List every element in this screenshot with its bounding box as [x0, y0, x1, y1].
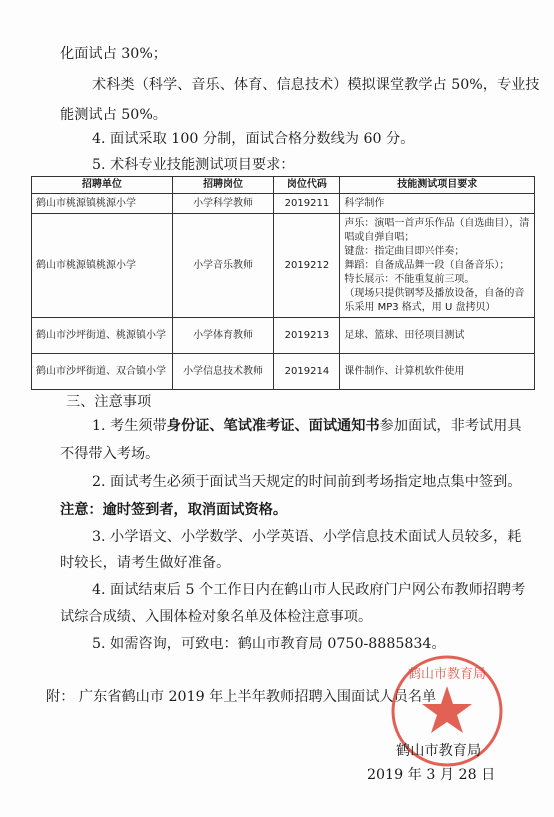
cell-code: 2019214: [274, 354, 340, 390]
requirement-line: 舞蹈：自备成品舞一段（自备音乐）；: [344, 259, 510, 271]
intro-line-3: 能测试占 50%。: [60, 107, 167, 123]
intro-line-1: 化面试占 30%；: [60, 46, 167, 62]
note-1-required-docs: 身份证、笔试准考证、面试通知书: [166, 418, 380, 434]
cell-post: 小学信息技术教师: [172, 354, 274, 390]
header-requirement: 技能测试项目要求: [340, 177, 535, 194]
requirement-line: 课件制作、计算机软件使用: [344, 365, 465, 377]
note-5: 5. 如需咨询，可致电：鹤山市教育局 0750-8885834。: [92, 636, 446, 652]
cell-requirement: [340, 194, 535, 214]
note-1-line-1: [92, 416, 522, 436]
requirement-line: 声乐：演唱一首声乐作品（自选曲目），清唱或自弹自唱；: [344, 217, 530, 243]
cell-code: 2019213: [274, 318, 340, 354]
header-post: 招聘岗位: [172, 177, 274, 194]
signature-org: 鹤山市教育局: [396, 743, 482, 759]
intro-line-5: 5. 术科专业技能测试项目要求：: [92, 157, 295, 173]
cell-requirement: [340, 318, 535, 354]
cell-requirement: [340, 214, 535, 318]
note-1-suffix: 参加面试，非考试用具: [379, 418, 522, 434]
cell-code: 2019211: [274, 194, 340, 214]
svg-text:鹤山市教育局: 鹤山市教育局: [407, 667, 487, 682]
signature-date: 2019 年 3 月 28 日: [367, 767, 496, 783]
cell-code: 2019212: [274, 214, 340, 318]
table-row: [32, 318, 535, 354]
header-code: 岗位代码: [274, 177, 340, 194]
skill-test-table: [31, 176, 535, 390]
table-header-row: [32, 177, 535, 194]
cell-requirement: [340, 354, 535, 390]
intro-line-2: 术科类（科学、音乐、体育、信息技术）模拟课堂教学占 50%，专业技: [92, 77, 540, 93]
seal-star-icon: [422, 686, 472, 733]
table-row: [32, 354, 535, 390]
note-2-warning: 注意：逾时签到者，取消面试资格。: [60, 502, 288, 518]
header-unit: 招聘单位: [32, 177, 173, 194]
cell-post: 小学科学教师: [172, 194, 274, 214]
requirement-line: 足球、篮球、田径项目测试: [344, 329, 465, 341]
cell-unit: 鹤山市沙坪街道、桃源镇小学: [32, 318, 173, 354]
cell-post: 小学音乐教师: [172, 214, 274, 318]
notes-heading: 三、注意事项: [66, 394, 152, 410]
table-row: [32, 214, 535, 318]
note-3-line-1: 3. 小学语文、小学数学、小学英语、小学信息技术面试人员较多，耗: [92, 529, 522, 545]
note-1-line-2: 不得带入考场。: [60, 446, 160, 462]
note-4-line-1: 4. 面试结束后 5 个工作日内在鹤山市人民政府门户网公布教师招聘考: [92, 582, 526, 598]
cell-post: 小学体育教师: [172, 318, 274, 354]
note-1-prefix: 1. 考生须带: [92, 418, 167, 434]
note-3-line-2: 时较长，请考生做好准备。: [60, 555, 231, 571]
note-4-line-2: 试综合成绩、入围体检对象名单及体检注意事项。: [60, 609, 373, 625]
requirement-line: 键盘：指定曲目即兴伴奏；: [344, 245, 465, 257]
requirement-line: （现场只提供钢琴及播放设备，自备的音乐采用 MP3 格式，用 U 盘拷贝）: [344, 287, 525, 313]
note-2: 2. 面试考生必须于面试当天规定的时间前到考场指定地点集中签到。: [92, 474, 522, 490]
attachment-line: 附： 广东省鹤山市 2019 年上半年教师招聘入围面试人员名单: [46, 689, 437, 705]
cell-unit: 鹤山市桃源镇桃源小学: [32, 214, 173, 318]
cell-unit: 鹤山市桃源镇桃源小学: [32, 194, 173, 214]
requirement-line: 特长展示：不能重复前三项。: [344, 273, 475, 285]
requirement-line: 科学制作: [344, 197, 385, 209]
intro-line-4: 4. 面试采取 100 分制，面试合格分数线为 60 分。: [92, 131, 415, 147]
cell-unit: 鹤山市沙坪街道、双合镇小学: [32, 354, 173, 390]
table-row: [32, 194, 535, 214]
